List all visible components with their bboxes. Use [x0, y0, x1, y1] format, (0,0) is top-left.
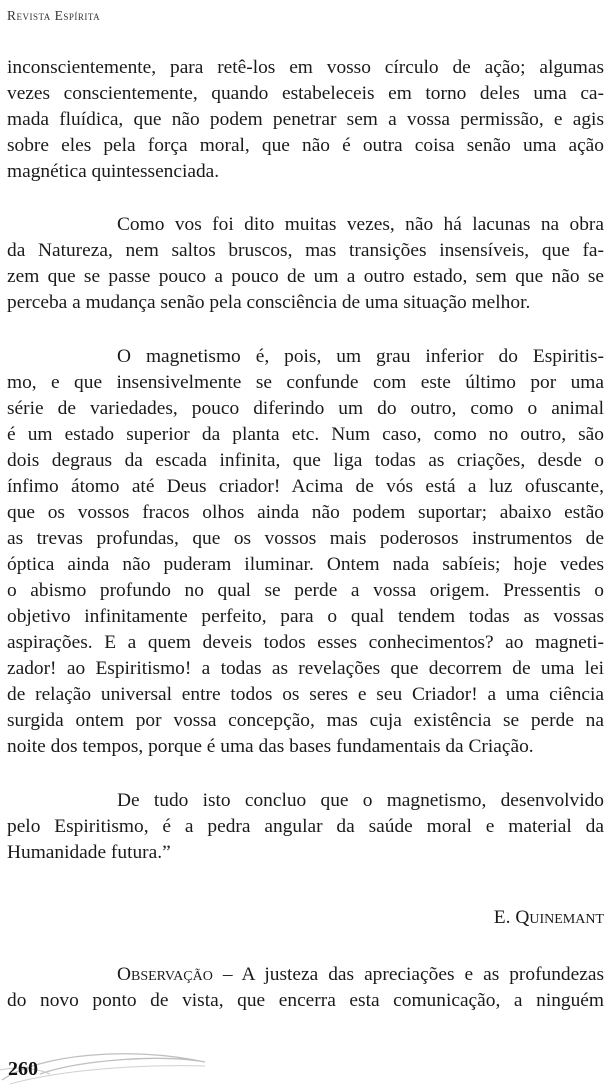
body-line: as trevas profundas, que os vossos mais poderosos instrumentos de [7, 528, 604, 549]
body-line: mo, e que insensivelmente se confunde com este último por uma [7, 372, 604, 393]
body-line: é um estado superior da planta etc. Num caso, como no outro, são [7, 424, 604, 445]
observation-label: Observação [117, 964, 213, 985]
observation-text: – A justeza das apreciações e as profundezas [212, 964, 604, 985]
body-line: vezes conscientemente, quando estabeleceis em torno deles uma ca- [7, 83, 604, 104]
observation-line: do novo ponto de vista, que encerra esta comunicação, a ninguém [7, 990, 604, 1011]
body-line: que os vossos fracos olhos ainda não podem suportar; abaixo estão [7, 502, 604, 523]
observation-line [117, 962, 604, 988]
body-line: o abismo profundo no qual se perde a vossa origem. Pressentis o [7, 580, 604, 601]
body-line: aspirações. E a quem deveis todos esses conhecimentos? ao magneti- [7, 632, 604, 653]
body-line: surgida ontem por vossa concepção, mas cuja existência se perde na [7, 710, 604, 731]
body-line: zem que se passe pouco a pouco de um a outro estado, sem que não se [7, 266, 604, 287]
body-line: Humanidade futura.” [7, 842, 171, 863]
body-line: ínfimo átomo até Deus criador! Acima de vós está a luz ofuscante, [7, 476, 604, 497]
signature-name: Quinemant [515, 907, 604, 928]
body-line: De tudo isto concluo que o magnetismo, desenvolvido [117, 790, 604, 811]
author-signature [494, 907, 604, 929]
body-line: da Natureza, nem saltos bruscos, mas transições insensíveis, que fa- [7, 240, 604, 261]
body-line: sobre eles pela força moral, que não é outra coisa senão uma ação [7, 135, 604, 156]
page-number: 260 [8, 1058, 38, 1080]
body-line: O magnetismo é, pois, um grau inferior do Espiritis- [117, 346, 604, 367]
body-line: série de variedades, pouco diferindo um do outro, como o animal [7, 398, 604, 419]
body-line: dois degraus da escada infinita, que liga todas as criações, desde o [7, 450, 604, 471]
body-line: de relação universal entre todos os seres e seu Criador! a uma ciência [7, 684, 604, 705]
body-line: Como vos foi dito muitas vezes, não há lacunas na obra [117, 214, 604, 235]
body-line: noite dos tempos, porque é uma das bases fundamentais da Criação. [7, 736, 534, 757]
body-line: magnética quintessenciada. [7, 161, 220, 182]
body-line: pelo Espiritismo, é a pedra angular da saúde moral e material da [7, 816, 604, 837]
running-header: Revista Espírita [7, 8, 101, 23]
body-line: objetivo infinitamente perfeito, para o qual tendem todas as vossas [7, 606, 604, 627]
signature-initial: E. [493, 907, 511, 928]
body-line: perceba a mudança senão pela consciência de uma situação melhor. [7, 292, 531, 313]
body-line: inconscientemente, para retê-los em vosso círculo de ação; algumas [7, 57, 604, 78]
body-line: óptica ainda não puderam iluminar. Ontem nada sabíeis; hoje vedes [7, 554, 604, 575]
body-line: mada fluídica, que não podem penetrar sem a vossa permissão, e agis [7, 109, 604, 130]
body-line: zador! ao Espiritismo! a todas as revelações que decorrem de uma lei [7, 658, 604, 679]
